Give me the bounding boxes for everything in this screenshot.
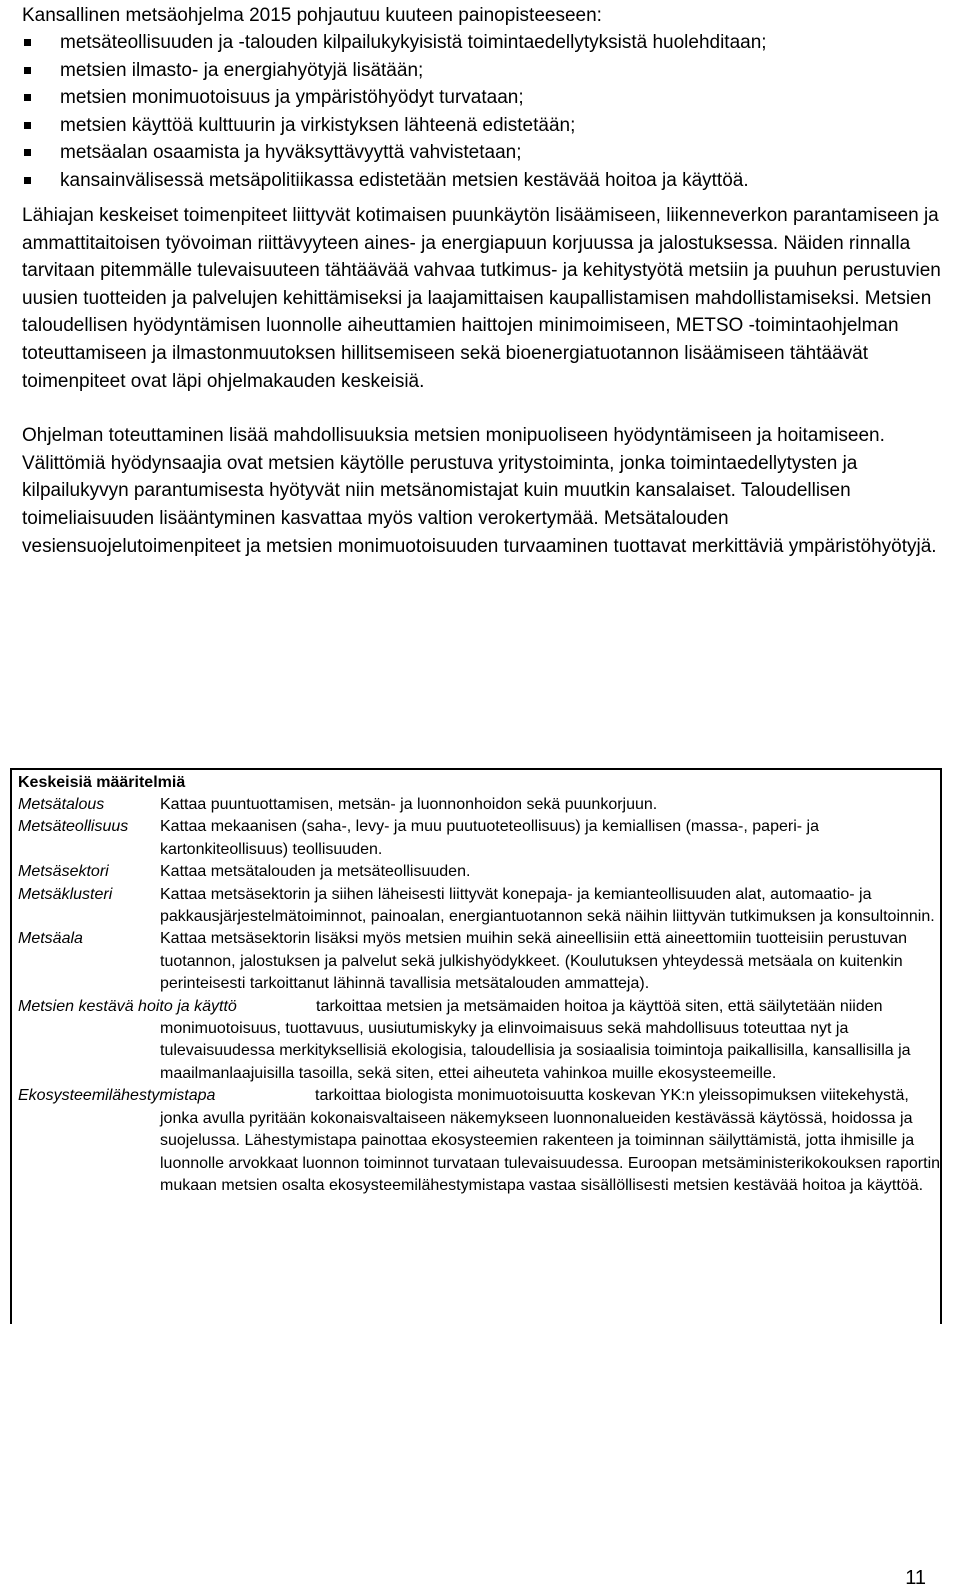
- definition-item: [18, 996, 940, 1086]
- definition-term: Metsäsektori: [18, 863, 109, 881]
- definition-term: Metsäala: [18, 930, 83, 948]
- list-item: kansainvälisessä metsäpolitiikassa edistetään metsien kestävää hoitoa ja käyttöä.: [22, 167, 948, 195]
- definition-desc: Kattaa metsätalouden ja metsäteollisuuden.: [160, 863, 471, 881]
- definition-desc: Kattaa mekaanisen (saha-, levy- ja muu puutuoteteollisuus) ja kemiallisen (massa-, paperi- ja kartonkiteollisuus) teollisuuden.: [160, 818, 819, 858]
- document-page: [22, 0, 948, 560]
- definition-item: [18, 928, 940, 995]
- list-item: metsien ilmasto- ja energiahyötyjä lisätään;: [22, 57, 948, 85]
- definition-item: [18, 794, 940, 816]
- list-item: metsäalan osaamista ja hyväksyttävyyttä vahvistetaan;: [22, 139, 948, 167]
- definitions-box: [10, 768, 942, 1324]
- definition-term: Metsätalous: [18, 796, 105, 813]
- square-bullet-icon: [24, 149, 31, 156]
- definition-desc: Kattaa metsäsektorin ja siihen läheisesti liittyvät konepaja- ja kemianteollisuuden alat, automaatio- ja pakkausjärjestelmätoiminnot, painoalan, energiantuotannon sekä näihin liittyvän tutkimuksen ja konsultoinnin.: [160, 885, 935, 926]
- paragraph-benefits: Ohjelman toteuttaminen lisää mahdollisuuksia metsien monipuoliseen hyödyntämiseen ja hoitamiseen. Välittömiä hyödynsaajia ovat metsien käytölle perustuva yritystoiminta, jonka toimintaedellytysten ja kilpailukyvyn parantumisesta hyötyvät niin metsänomistajat kuin muutkin kansalaiset. Taloudellisen toimeliaisuuden lisääntyminen kasvattaa myös valtion verokertymää. Metsätalouden vesiensuojelutoimenpiteet ja metsien monimuotoisuuden turvaaminen tuottavat merkittäviä ympäristöhyötyjä.: [22, 425, 937, 557]
- list-item: metsäteollisuuden ja -talouden kilpailukykyisistä toimintaedellytyksistä huolehditaan;: [22, 29, 948, 57]
- definition-desc: tarkoittaa biologista monimuotoisuutta koskevan YK:n yleissopimuksen viitekehystä, jonka avulla pyritään kokonaisvaltaiseen näkemykseen luonnonalueiden kestävässä käytössä, hoidossa ja suojelussa. Lähestymistapa painottaa ekosysteemien rakenteen ja toiminnan säilyttämistä, jotta ihmisille ja luonnolle arvokkaat luonnon toiminnot turvataan tulevaisuudessa. Euroopan metsäministerikokouksen raportin mukaan metsien osalta ekosysteemilähestymistapa vastaa sisällöllisesti metsien kestävää hoitoa ja käyttöä.: [160, 1087, 941, 1194]
- square-bullet-icon: [24, 94, 31, 101]
- definition-item: [18, 1085, 940, 1197]
- definitions-heading: Keskeisiä määritelmiä: [18, 774, 186, 791]
- list-item: metsien käyttöä kulttuurin ja virkistyksen lähteenä edistetään;: [22, 112, 948, 140]
- definition-item: [18, 884, 940, 929]
- square-bullet-icon: [24, 39, 31, 46]
- list-item: metsien monimuotoisuus ja ympäristöhyödyt turvataan;: [22, 84, 948, 112]
- definition-term: Ekosysteemilähestymistapa: [18, 1087, 216, 1105]
- intro-text: Kansallinen metsäohjelma 2015 pohjautuu kuuteen painopisteeseen:: [22, 5, 602, 26]
- definition-desc: Kattaa puuntuottamisen, metsän- ja luonnonhoidon sekä puunkorjuun.: [160, 796, 658, 813]
- definition-term: Metsien kestävä hoito ja käyttö: [18, 997, 237, 1015]
- priority-list: [22, 29, 948, 194]
- definition-item: [18, 861, 940, 883]
- definition-term: Metsäteollisuus: [18, 818, 129, 836]
- paragraph-measures: Lähiajan keskeiset toimenpiteet liittyvät kotimaisen puunkäytön lisäämiseen, liikenneverkon parantamiseen ja ammattitaitoisen työvoiman riittävyyteen aines- ja energiapuun korjuussa ja jalostuksessa. Näiden rinnalla tarvitaan pitemmälle tulevaisuuteen tähtäävää vahvaa tutkimus- ja kehitystyötä metsiin ja puuhun perustuvien uusien tuotteiden ja palvelujen kehittämiseksi ja laajamittaisen kaupallistamisen mahdollistamiseksi. Metsien taloudellisen hyödyntämisen luonnolle aiheuttamien haittojen minimoimiseen, METSO -toimintaohjelman toteuttamiseen ja ilmastonmuutoksen hillitsemiseen sekä bioenergiatuotannon lisäämiseen tähtäävät toimenpiteet ovat läpi ohjelmakauden keskeisiä.: [22, 205, 941, 392]
- page-number: 11: [905, 1567, 926, 1589]
- square-bullet-icon: [24, 177, 31, 184]
- definition-item: [18, 816, 940, 861]
- square-bullet-icon: [24, 67, 31, 74]
- definition-desc: Kattaa metsäsektorin lisäksi myös metsien muihin sekä aineellisiin että aineettomiin tuotteisiin perustuvan tuotannon, jalostuksen ja palvelut sekä julkishyödykkeet. (Koulutuksen yhteydessä metsäala on kuitenkin perinteisesti tarkoittanut lähinnä tavallisia metsätalouden ammatteja).: [160, 930, 908, 993]
- definition-desc: tarkoittaa metsien ja metsämaiden hoitoa ja käyttöä siten, että säilytetään niiden monimuotoisuus, tuottavuus, uusiutumiskyky ja elinvoimaisuus sekä mahdollisuus toteuttaa nyt ja tulevaisuudessa merkityksellisiä ekologisia, taloudellisia ja sosiaalisia toimintoja paikallisilla, kansallisilla ja maailmanlaajuisilla tasoilla, sekä siten, ettei aiheuteta vahinkoa muille ekosysteemeille.: [160, 997, 911, 1082]
- square-bullet-icon: [24, 122, 31, 129]
- definition-term: Metsäklusteri: [18, 885, 113, 903]
